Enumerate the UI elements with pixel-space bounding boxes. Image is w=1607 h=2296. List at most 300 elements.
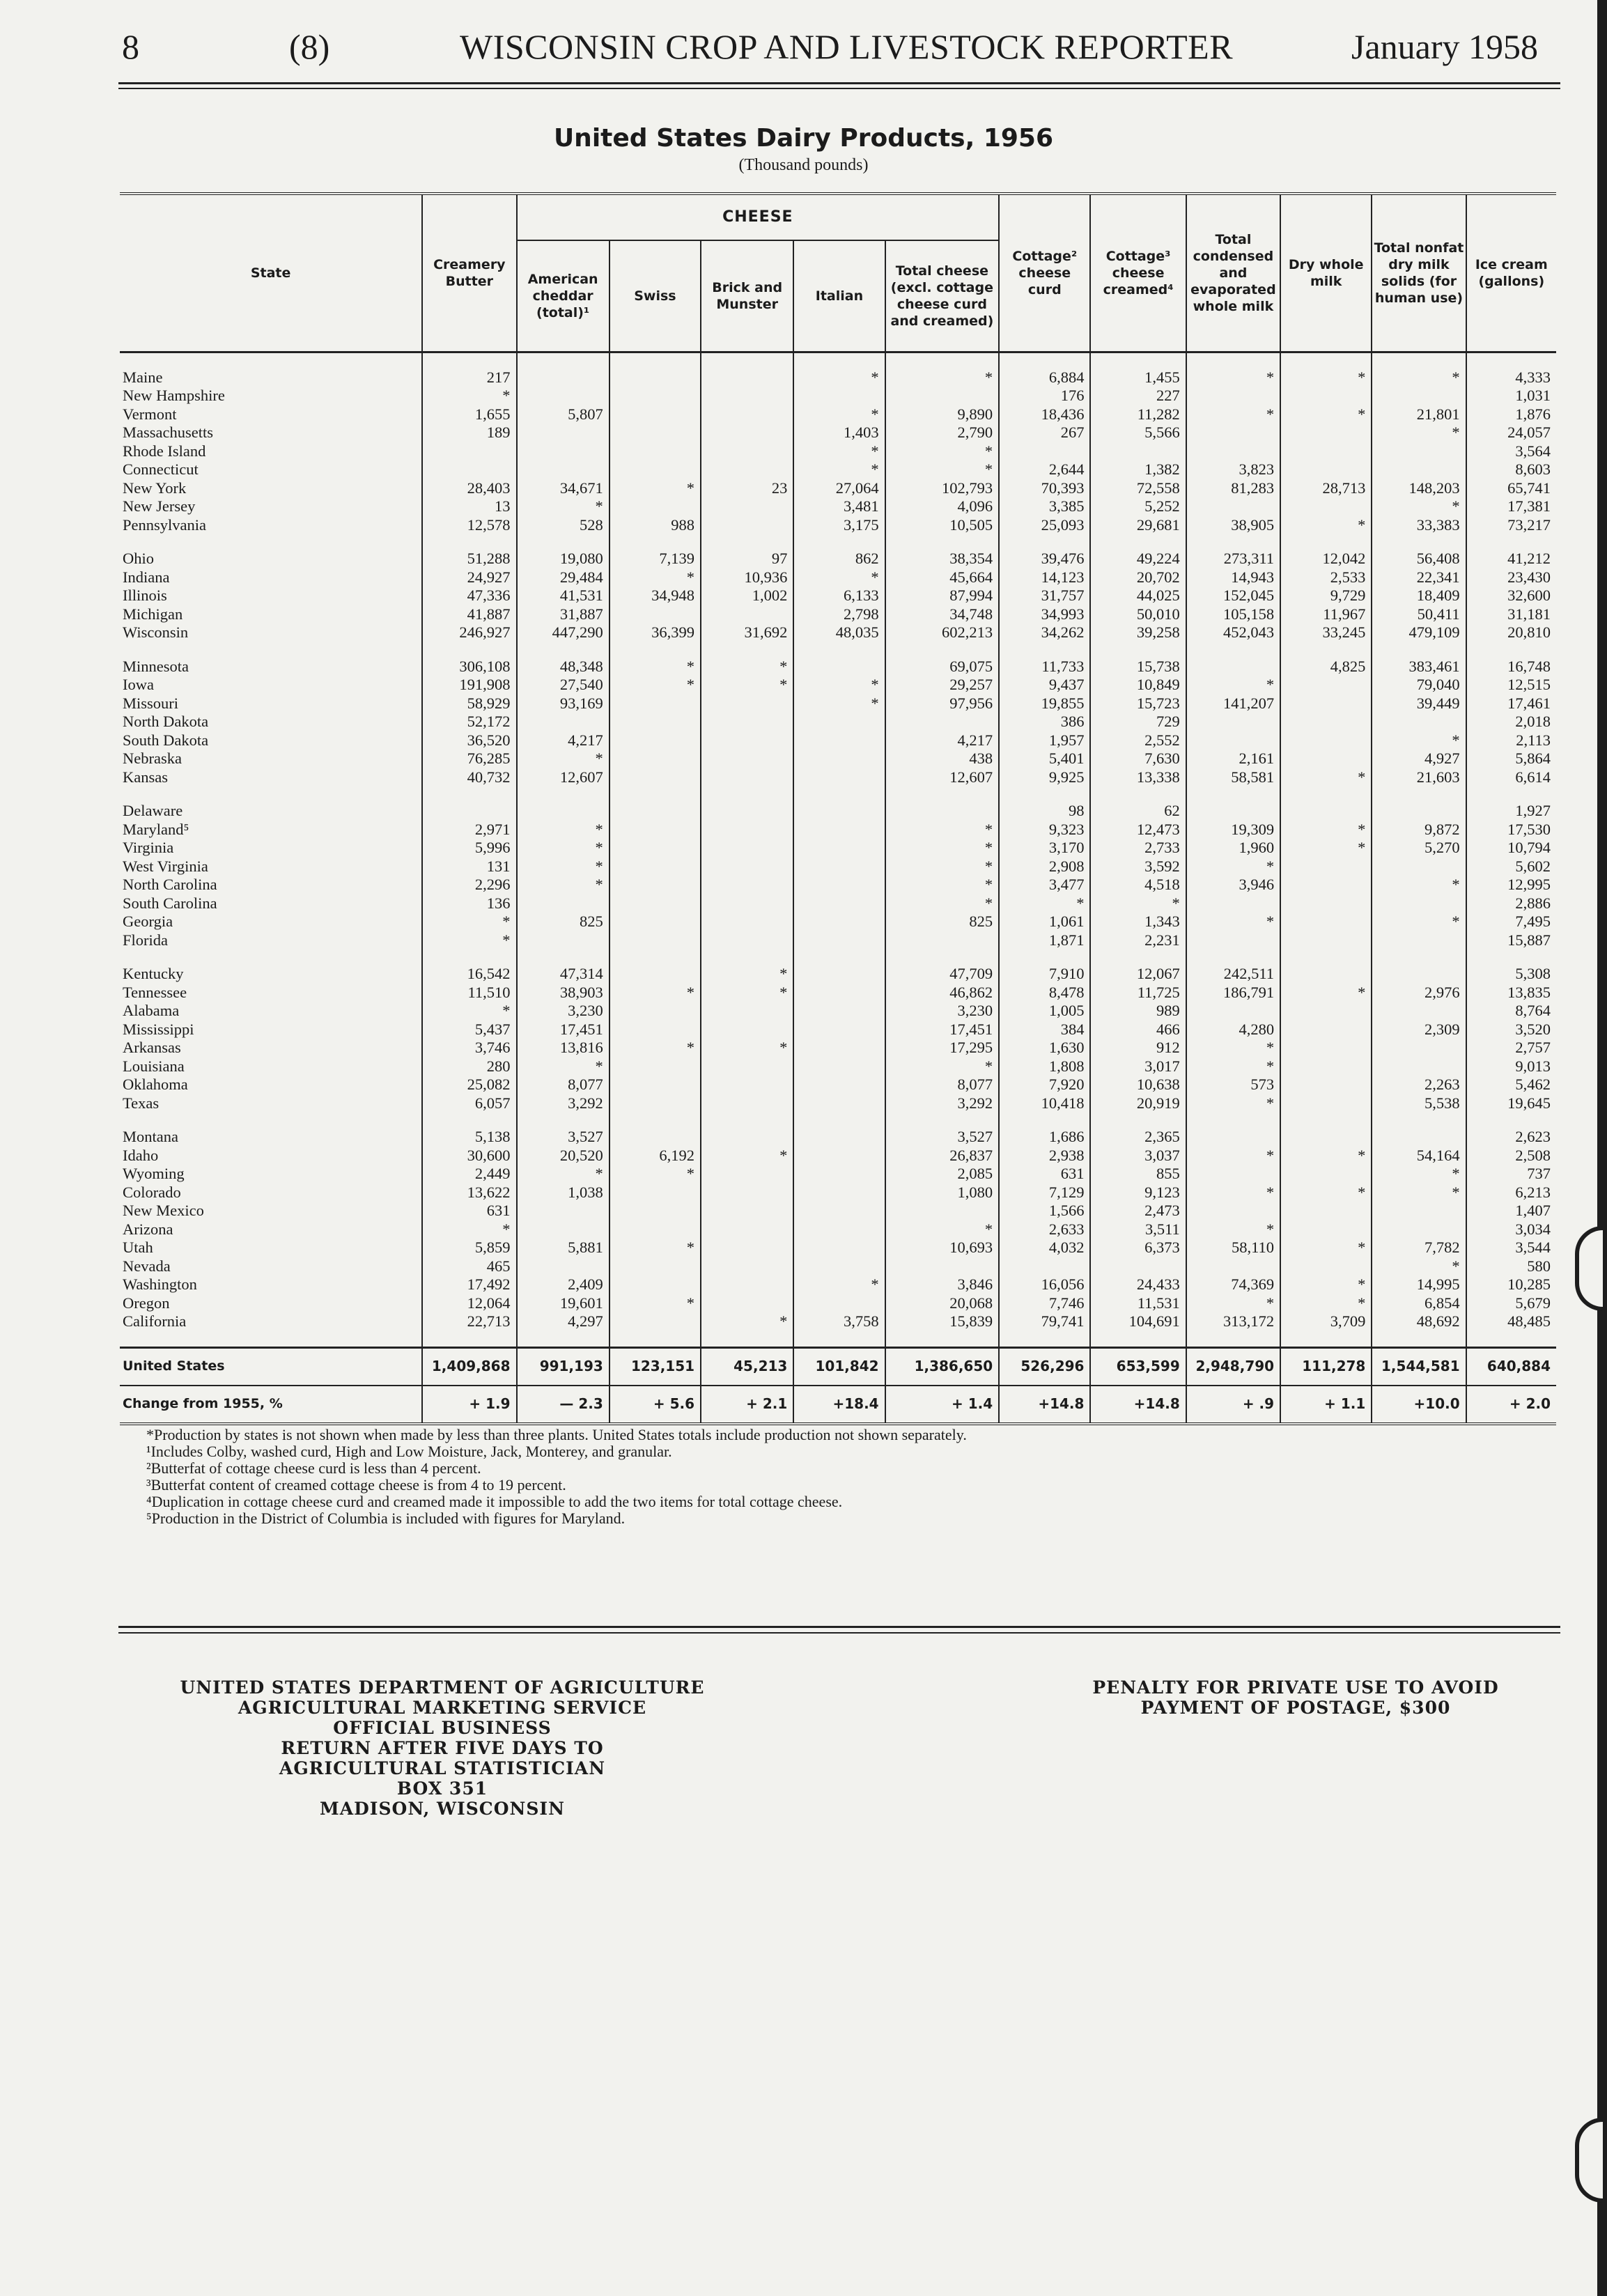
cell-american-cheddar: 93,169: [517, 695, 610, 713]
cell-american-cheddar: 2,409: [517, 1275, 610, 1294]
cell-condensed-evaporated: 573: [1186, 1076, 1280, 1094]
spacer-cell: [120, 949, 422, 965]
cell-american-cheddar: 20,520: [517, 1147, 610, 1165]
cell-total-cheese: 9,890: [885, 405, 1000, 424]
cell-state: Idaho: [123, 1146, 159, 1164]
cell-cottage-curd: 2,908: [999, 858, 1090, 876]
cell-american-cheddar: 3,292: [517, 1094, 610, 1113]
cell-brick-munster: [701, 931, 793, 950]
cell-swiss: [610, 802, 701, 821]
cell-american-cheddar: [517, 802, 610, 821]
cell-total-cheese: 602,213: [885, 623, 1000, 642]
cell-italian: 862: [793, 550, 885, 568]
cell-cottage-curd: 5,401: [999, 750, 1090, 768]
spacer-cell: [610, 642, 701, 658]
mailing-rule: [118, 1626, 1560, 1628]
cell-dry-whole-milk: [1280, 442, 1372, 461]
cell-american-cheddar: 991,193: [517, 1347, 610, 1386]
cell-cottage-curd: 384: [999, 1021, 1090, 1039]
cell-creamery-butter: 246,927: [422, 623, 516, 642]
cell-dry-whole-milk: *: [1280, 821, 1372, 839]
spacer-cell: [999, 949, 1090, 965]
cell-creamery-butter: 1,655: [422, 405, 516, 424]
cell-cottage-curd: 16,056: [999, 1275, 1090, 1294]
table-row: [120, 839, 1556, 858]
col-header-cottage-curd: Cottage² cheese curd: [999, 194, 1090, 352]
cell-american-cheddar: [517, 460, 610, 479]
cell-cottage-creamed: 10,849: [1090, 676, 1186, 695]
cell-cottage-curd: 176: [999, 387, 1090, 405]
cell-creamery-butter: 191,908: [422, 676, 516, 695]
cell-creamery-butter: 5,138: [422, 1128, 516, 1147]
table-body: [120, 352, 1556, 1424]
table-row: [120, 623, 1556, 642]
spacer-cell: [610, 786, 701, 802]
cell-ice-cream: 48,485: [1466, 1312, 1556, 1331]
return-line: AGRICULTURAL STATISTICIAN: [279, 1758, 606, 1778]
cell-total-cheese: 10,693: [885, 1239, 1000, 1257]
footnote: ¹Includes Colby, washed curd, High and Low Moisture, Jack, Monterey, and granular.: [146, 1443, 672, 1460]
cell-italian: 101,842: [793, 1347, 885, 1386]
cell-total-cheese: [885, 802, 1000, 821]
cell-dry-whole-milk: [1280, 1021, 1372, 1039]
cell-nonfat-dry-milk: *: [1372, 424, 1466, 442]
cell-italian: [793, 1039, 885, 1057]
cell-ice-cream: 5,462: [1466, 1076, 1556, 1094]
dairy-products-table: [120, 192, 1556, 1425]
cell-state: Connecticut: [123, 460, 199, 478]
cell-total-cheese: [885, 713, 1000, 731]
cell-state: Arizona: [123, 1220, 173, 1238]
table-row: [120, 1002, 1556, 1021]
cell-condensed-evaporated: 452,043: [1186, 623, 1280, 642]
cell-cottage-curd: 4,032: [999, 1239, 1090, 1257]
spacer-cell: [793, 352, 885, 369]
spacer-cell: [517, 1331, 610, 1348]
return-line: RETURN AFTER FIVE DAYS TO: [281, 1738, 604, 1758]
cell-swiss: [610, 839, 701, 858]
cell-creamery-butter: 25,082: [422, 1076, 516, 1094]
cell-creamery-butter: 5,437: [422, 1021, 516, 1039]
footnotes: [146, 1427, 967, 1527]
cell-creamery-butter: *: [422, 387, 516, 405]
cell-ice-cream: 2,886: [1466, 894, 1556, 913]
cell-creamery-butter: 136: [422, 894, 516, 913]
cell-italian: [793, 731, 885, 750]
cell-dry-whole-milk: 9,729: [1280, 587, 1372, 605]
spacer-cell: [120, 352, 422, 369]
spacer-cell: [1466, 1112, 1556, 1128]
cell-american-cheddar: 34,671: [517, 479, 610, 498]
cell-nonfat-dry-milk: *: [1372, 1257, 1466, 1276]
cell-state: Mississippi: [123, 1020, 194, 1038]
table-row: [120, 658, 1556, 676]
cell-nonfat-dry-milk: 148,203: [1372, 479, 1466, 498]
cell-cottage-creamed: 855: [1090, 1165, 1186, 1184]
cell-ice-cream: 31,181: [1466, 605, 1556, 624]
cell-swiss: [610, 1257, 701, 1276]
cell-swiss: + 5.6: [610, 1386, 701, 1424]
cell-ice-cream: 13,835: [1466, 984, 1556, 1002]
col-header-total-cheese: Total cheese (excl. cottage cheese curd and creamed): [885, 240, 1000, 352]
cell-dry-whole-milk: *: [1280, 839, 1372, 858]
cell-state: Maryland⁵: [123, 820, 189, 838]
cell-dry-whole-milk: + 1.1: [1280, 1386, 1372, 1424]
spacer-cell: [1280, 352, 1372, 369]
spacer-cell: [1466, 786, 1556, 802]
cell-ice-cream: 32,600: [1466, 587, 1556, 605]
cell-cottage-creamed: 3,017: [1090, 1057, 1186, 1076]
spacer-cell: [1186, 786, 1280, 802]
cell-condensed-evaporated: *: [1186, 405, 1280, 424]
penalty-line: PENALTY FOR PRIVATE USE TO AVOID: [1092, 1677, 1499, 1698]
cell-dry-whole-milk: *: [1280, 369, 1372, 387]
cell-ice-cream: 8,764: [1466, 1002, 1556, 1021]
cell-total-cheese: *: [885, 442, 1000, 461]
cell-cottage-curd: 34,993: [999, 605, 1090, 624]
cell-italian: [793, 713, 885, 731]
group-spacer: [120, 949, 1556, 965]
cell-american-cheddar: *: [517, 858, 610, 876]
cell-swiss: [610, 405, 701, 424]
cell-total-cheese: 3,527: [885, 1128, 1000, 1147]
cell-creamery-butter: 36,520: [422, 731, 516, 750]
cell-brick-munster: [701, 1165, 793, 1184]
cell-cottage-creamed: 11,531: [1090, 1294, 1186, 1313]
spacer-cell: [701, 642, 793, 658]
cell-italian: [793, 821, 885, 839]
cell-total-cheese: 2,790: [885, 424, 1000, 442]
table-row: [120, 1128, 1556, 1147]
cell-american-cheddar: [517, 424, 610, 442]
cell-dry-whole-milk: [1280, 387, 1372, 405]
cell-brick-munster: *: [701, 1039, 793, 1057]
spacer-cell: [1466, 1331, 1556, 1348]
spacer-cell: [517, 642, 610, 658]
cell-state: Utah: [123, 1239, 153, 1256]
cell-creamery-butter: 30,600: [422, 1147, 516, 1165]
cell-state: Nevada: [123, 1257, 171, 1275]
cell-nonfat-dry-milk: *: [1372, 913, 1466, 931]
cell-state: Massachusetts: [123, 424, 213, 441]
cell-creamery-butter: 5,859: [422, 1239, 516, 1257]
cell-cottage-curd: 1,957: [999, 731, 1090, 750]
cell-swiss: [610, 424, 701, 442]
table-row: [120, 1039, 1556, 1057]
cell-italian: [793, 802, 885, 821]
cell-american-cheddar: [517, 387, 610, 405]
cell-american-cheddar: [517, 1257, 610, 1276]
cell-dry-whole-milk: 11,967: [1280, 605, 1372, 624]
return-line: AGRICULTURAL MARKETING SERVICE: [238, 1698, 647, 1718]
cell-nonfat-dry-milk: [1372, 1220, 1466, 1239]
cell-cottage-creamed: 653,599: [1090, 1347, 1186, 1386]
cell-nonfat-dry-milk: [1372, 1057, 1466, 1076]
spacer-cell: [1280, 534, 1372, 550]
table-row: [120, 424, 1556, 442]
cell-italian: [793, 768, 885, 787]
cell-state: Arkansas: [123, 1039, 181, 1056]
cell-total-cheese: *: [885, 858, 1000, 876]
cell-swiss: [610, 387, 701, 405]
cell-total-cheese: 3,292: [885, 1094, 1000, 1113]
cell-condensed-evaporated: 3,823: [1186, 460, 1280, 479]
cell-total-cheese: 1,080: [885, 1184, 1000, 1202]
cell-italian: [793, 876, 885, 894]
spacer-cell: [1090, 1112, 1186, 1128]
cell-condensed-evaporated: *: [1186, 369, 1280, 387]
cell-swiss: *: [610, 479, 701, 498]
table-row: [120, 768, 1556, 787]
cell-italian: [793, 1076, 885, 1094]
cell-cottage-curd: 25,093: [999, 516, 1090, 535]
spacer-cell: [885, 642, 1000, 658]
cell-total-cheese: 102,793: [885, 479, 1000, 498]
col-header-creamery-butter: Creamery Butter: [422, 194, 516, 352]
table-row: [120, 965, 1556, 984]
cell-swiss: *: [610, 658, 701, 676]
header-rule: [118, 82, 1560, 84]
cell-american-cheddar: *: [517, 497, 610, 516]
cell-nonfat-dry-milk: [1372, 387, 1466, 405]
spacer-cell: [999, 1331, 1090, 1348]
cell-italian: [793, 1220, 885, 1239]
spacer-cell: [885, 1112, 1000, 1128]
cell-ice-cream: 24,057: [1466, 424, 1556, 442]
cell-nonfat-dry-milk: [1372, 965, 1466, 984]
cell-italian: 3,758: [793, 1312, 885, 1331]
cell-cottage-curd: 2,633: [999, 1220, 1090, 1239]
cell-cottage-creamed: 912: [1090, 1039, 1186, 1057]
cell-american-cheddar: 13,816: [517, 1039, 610, 1057]
cell-state: Change from 1955, %: [120, 1386, 422, 1424]
cell-swiss: *: [610, 1039, 701, 1057]
cell-total-cheese: *: [885, 876, 1000, 894]
cell-cottage-curd: 7,920: [999, 1076, 1090, 1094]
cell-total-cheese: [885, 1202, 1000, 1220]
header-rule-2: [118, 88, 1560, 89]
cell-creamery-butter: 76,285: [422, 750, 516, 768]
cell-nonfat-dry-milk: 383,461: [1372, 658, 1466, 676]
cell-american-cheddar: 27,540: [517, 676, 610, 695]
cell-condensed-evaporated: [1186, 387, 1280, 405]
mailing-rule-2: [118, 1632, 1560, 1634]
cell-brick-munster: 1,002: [701, 587, 793, 605]
cell-cottage-creamed: 44,025: [1090, 587, 1186, 605]
cell-ice-cream: 6,213: [1466, 1184, 1556, 1202]
cell-condensed-evaporated: + .9: [1186, 1386, 1280, 1424]
cell-swiss: 123,151: [610, 1347, 701, 1386]
cell-brick-munster: [701, 516, 793, 535]
return-line: MADISON, WISCONSIN: [320, 1799, 565, 1819]
spacer-cell: [1090, 949, 1186, 965]
cell-italian: [793, 1184, 885, 1202]
cell-nonfat-dry-milk: 2,309: [1372, 1021, 1466, 1039]
cell-brick-munster: [701, 695, 793, 713]
cell-american-cheddar: [517, 1220, 610, 1239]
cell-dry-whole-milk: [1280, 1002, 1372, 1021]
spacer-cell: [610, 949, 701, 965]
cell-cottage-curd: 3,385: [999, 497, 1090, 516]
cell-creamery-butter: 631: [422, 1202, 516, 1220]
footnote: ³Butterfat content of creamed cottage cheese is from 4 to 19 percent.: [146, 1476, 566, 1494]
spacer-cell: [1090, 786, 1186, 802]
cell-creamery-butter: [422, 442, 516, 461]
spacer-cell: [517, 1112, 610, 1128]
footnote: ⁴Duplication in cottage cheese curd and creamed made it impossible to add the two items for total cottage cheese.: [146, 1493, 843, 1510]
spacer-cell: [422, 1331, 516, 1348]
cell-ice-cream: 17,381: [1466, 497, 1556, 516]
cell-state: Indiana: [123, 568, 170, 586]
cell-italian: [793, 1002, 885, 1021]
cell-brick-munster: [701, 405, 793, 424]
cell-swiss: [610, 965, 701, 984]
cell-swiss: *: [610, 1294, 701, 1313]
cell-cottage-creamed: 227: [1090, 387, 1186, 405]
cell-condensed-evaporated: [1186, 424, 1280, 442]
cell-state: North Carolina: [123, 876, 217, 893]
cell-brick-munster: [701, 768, 793, 787]
cell-state: Ohio: [123, 550, 154, 567]
cell-condensed-evaporated: 313,172: [1186, 1312, 1280, 1331]
cell-american-cheddar: 528: [517, 516, 610, 535]
cell-brick-munster: [701, 1184, 793, 1202]
spacer-cell: [793, 1331, 885, 1348]
cell-dry-whole-milk: [1280, 713, 1372, 731]
cell-creamery-butter: 306,108: [422, 658, 516, 676]
table-row: [120, 1057, 1556, 1076]
col-header-state: State: [120, 194, 422, 352]
cell-dry-whole-milk: *: [1280, 984, 1372, 1002]
cell-ice-cream: 65,741: [1466, 479, 1556, 498]
spacer-cell: [1372, 352, 1466, 369]
cell-brick-munster: *: [701, 1312, 793, 1331]
cell-nonfat-dry-milk: 33,383: [1372, 516, 1466, 535]
table-row: [120, 731, 1556, 750]
cell-total-cheese: 17,295: [885, 1039, 1000, 1057]
cell-italian: 48,035: [793, 623, 885, 642]
cell-creamery-butter: *: [422, 913, 516, 931]
cell-dry-whole-milk: [1280, 731, 1372, 750]
cell-swiss: [610, 1220, 701, 1239]
cell-american-cheddar: 447,290: [517, 623, 610, 642]
cell-cottage-curd: 34,262: [999, 623, 1090, 642]
cell-nonfat-dry-milk: [1372, 802, 1466, 821]
cell-nonfat-dry-milk: +10.0: [1372, 1386, 1466, 1424]
page-number: 8: [122, 27, 139, 66]
cell-total-cheese: 34,748: [885, 605, 1000, 624]
cell-cottage-curd: 70,393: [999, 479, 1090, 498]
cell-italian: 3,481: [793, 497, 885, 516]
cell-cottage-creamed: 15,738: [1090, 658, 1186, 676]
cell-condensed-evaporated: [1186, 1202, 1280, 1220]
cell-cottage-curd: 2,644: [999, 460, 1090, 479]
cell-american-cheddar: *: [517, 839, 610, 858]
cell-state: Delaware: [123, 802, 183, 819]
cell-ice-cream: 580: [1466, 1257, 1556, 1276]
cell-state: Montana: [123, 1128, 178, 1145]
cell-cottage-creamed: 1,455: [1090, 369, 1186, 387]
table-row: [120, 605, 1556, 624]
table-row: [120, 1257, 1556, 1276]
cell-cottage-creamed: 5,252: [1090, 497, 1186, 516]
spacer-cell: [1090, 534, 1186, 550]
table-row: [120, 876, 1556, 894]
return-address: [118, 1677, 766, 1819]
cell-cottage-creamed: 62: [1090, 802, 1186, 821]
spacer-cell: [1186, 642, 1280, 658]
cell-brick-munster: *: [701, 984, 793, 1002]
cell-dry-whole-milk: [1280, 676, 1372, 695]
cell-dry-whole-milk: [1280, 931, 1372, 950]
cell-american-cheddar: [517, 931, 610, 950]
cell-cottage-curd: 1,005: [999, 1002, 1090, 1021]
cell-total-cheese: 26,837: [885, 1147, 1000, 1165]
cell-brick-munster: [701, 731, 793, 750]
cell-american-cheddar: *: [517, 1165, 610, 1184]
spacer-cell: [1186, 534, 1280, 550]
cell-italian: [793, 913, 885, 931]
cell-state: Virginia: [123, 839, 174, 856]
cell-nonfat-dry-milk: 5,538: [1372, 1094, 1466, 1113]
cell-ice-cream: 3,544: [1466, 1239, 1556, 1257]
cell-italian: *: [793, 405, 885, 424]
cell-cottage-curd: *: [999, 894, 1090, 913]
cell-cottage-curd: 8,478: [999, 984, 1090, 1002]
spacer-cell: [610, 1331, 701, 1348]
cell-brick-munster: [701, 369, 793, 387]
cell-cottage-curd: 9,437: [999, 676, 1090, 695]
cell-nonfat-dry-milk: 56,408: [1372, 550, 1466, 568]
cell-total-cheese: 97,956: [885, 695, 1000, 713]
cell-state: Florida: [123, 931, 168, 949]
cell-nonfat-dry-milk: 7,782: [1372, 1239, 1466, 1257]
cell-nonfat-dry-milk: [1372, 460, 1466, 479]
cell-cottage-curd: 526,296: [999, 1347, 1090, 1386]
cell-condensed-evaporated: 58,110: [1186, 1239, 1280, 1257]
cell-cottage-curd: 267: [999, 424, 1090, 442]
cell-cottage-creamed: 49,224: [1090, 550, 1186, 568]
table-row: [120, 568, 1556, 587]
spacer-cell: [1466, 534, 1556, 550]
table-row: [120, 1147, 1556, 1165]
cell-american-cheddar: *: [517, 1057, 610, 1076]
cell-brick-munster: [701, 802, 793, 821]
cell-total-cheese: 47,709: [885, 965, 1000, 984]
cell-dry-whole-milk: [1280, 1202, 1372, 1220]
cell-state: Pennsylvania: [123, 515, 206, 534]
cell-italian: [793, 984, 885, 1002]
spacer-cell: [1186, 949, 1280, 965]
table-row: [120, 750, 1556, 768]
cell-nonfat-dry-milk: 21,603: [1372, 768, 1466, 787]
cell-cottage-creamed: 12,473: [1090, 821, 1186, 839]
cell-creamery-butter: [422, 460, 516, 479]
cell-nonfat-dry-milk: 22,341: [1372, 568, 1466, 587]
cell-dry-whole-milk: 3,709: [1280, 1312, 1372, 1331]
cell-brick-munster: [701, 1294, 793, 1313]
cell-ice-cream: 12,995: [1466, 876, 1556, 894]
cell-cottage-curd: 3,477: [999, 876, 1090, 894]
cell-condensed-evaporated: 19,309: [1186, 821, 1280, 839]
cell-american-cheddar: 38,903: [517, 984, 610, 1002]
cell-total-cheese: 17,451: [885, 1021, 1000, 1039]
cell-swiss: [610, 731, 701, 750]
spacer-cell: [885, 949, 1000, 965]
cell-dry-whole-milk: [1280, 876, 1372, 894]
cell-state: West Virginia: [123, 857, 208, 875]
cell-cottage-creamed: 2,231: [1090, 931, 1186, 950]
